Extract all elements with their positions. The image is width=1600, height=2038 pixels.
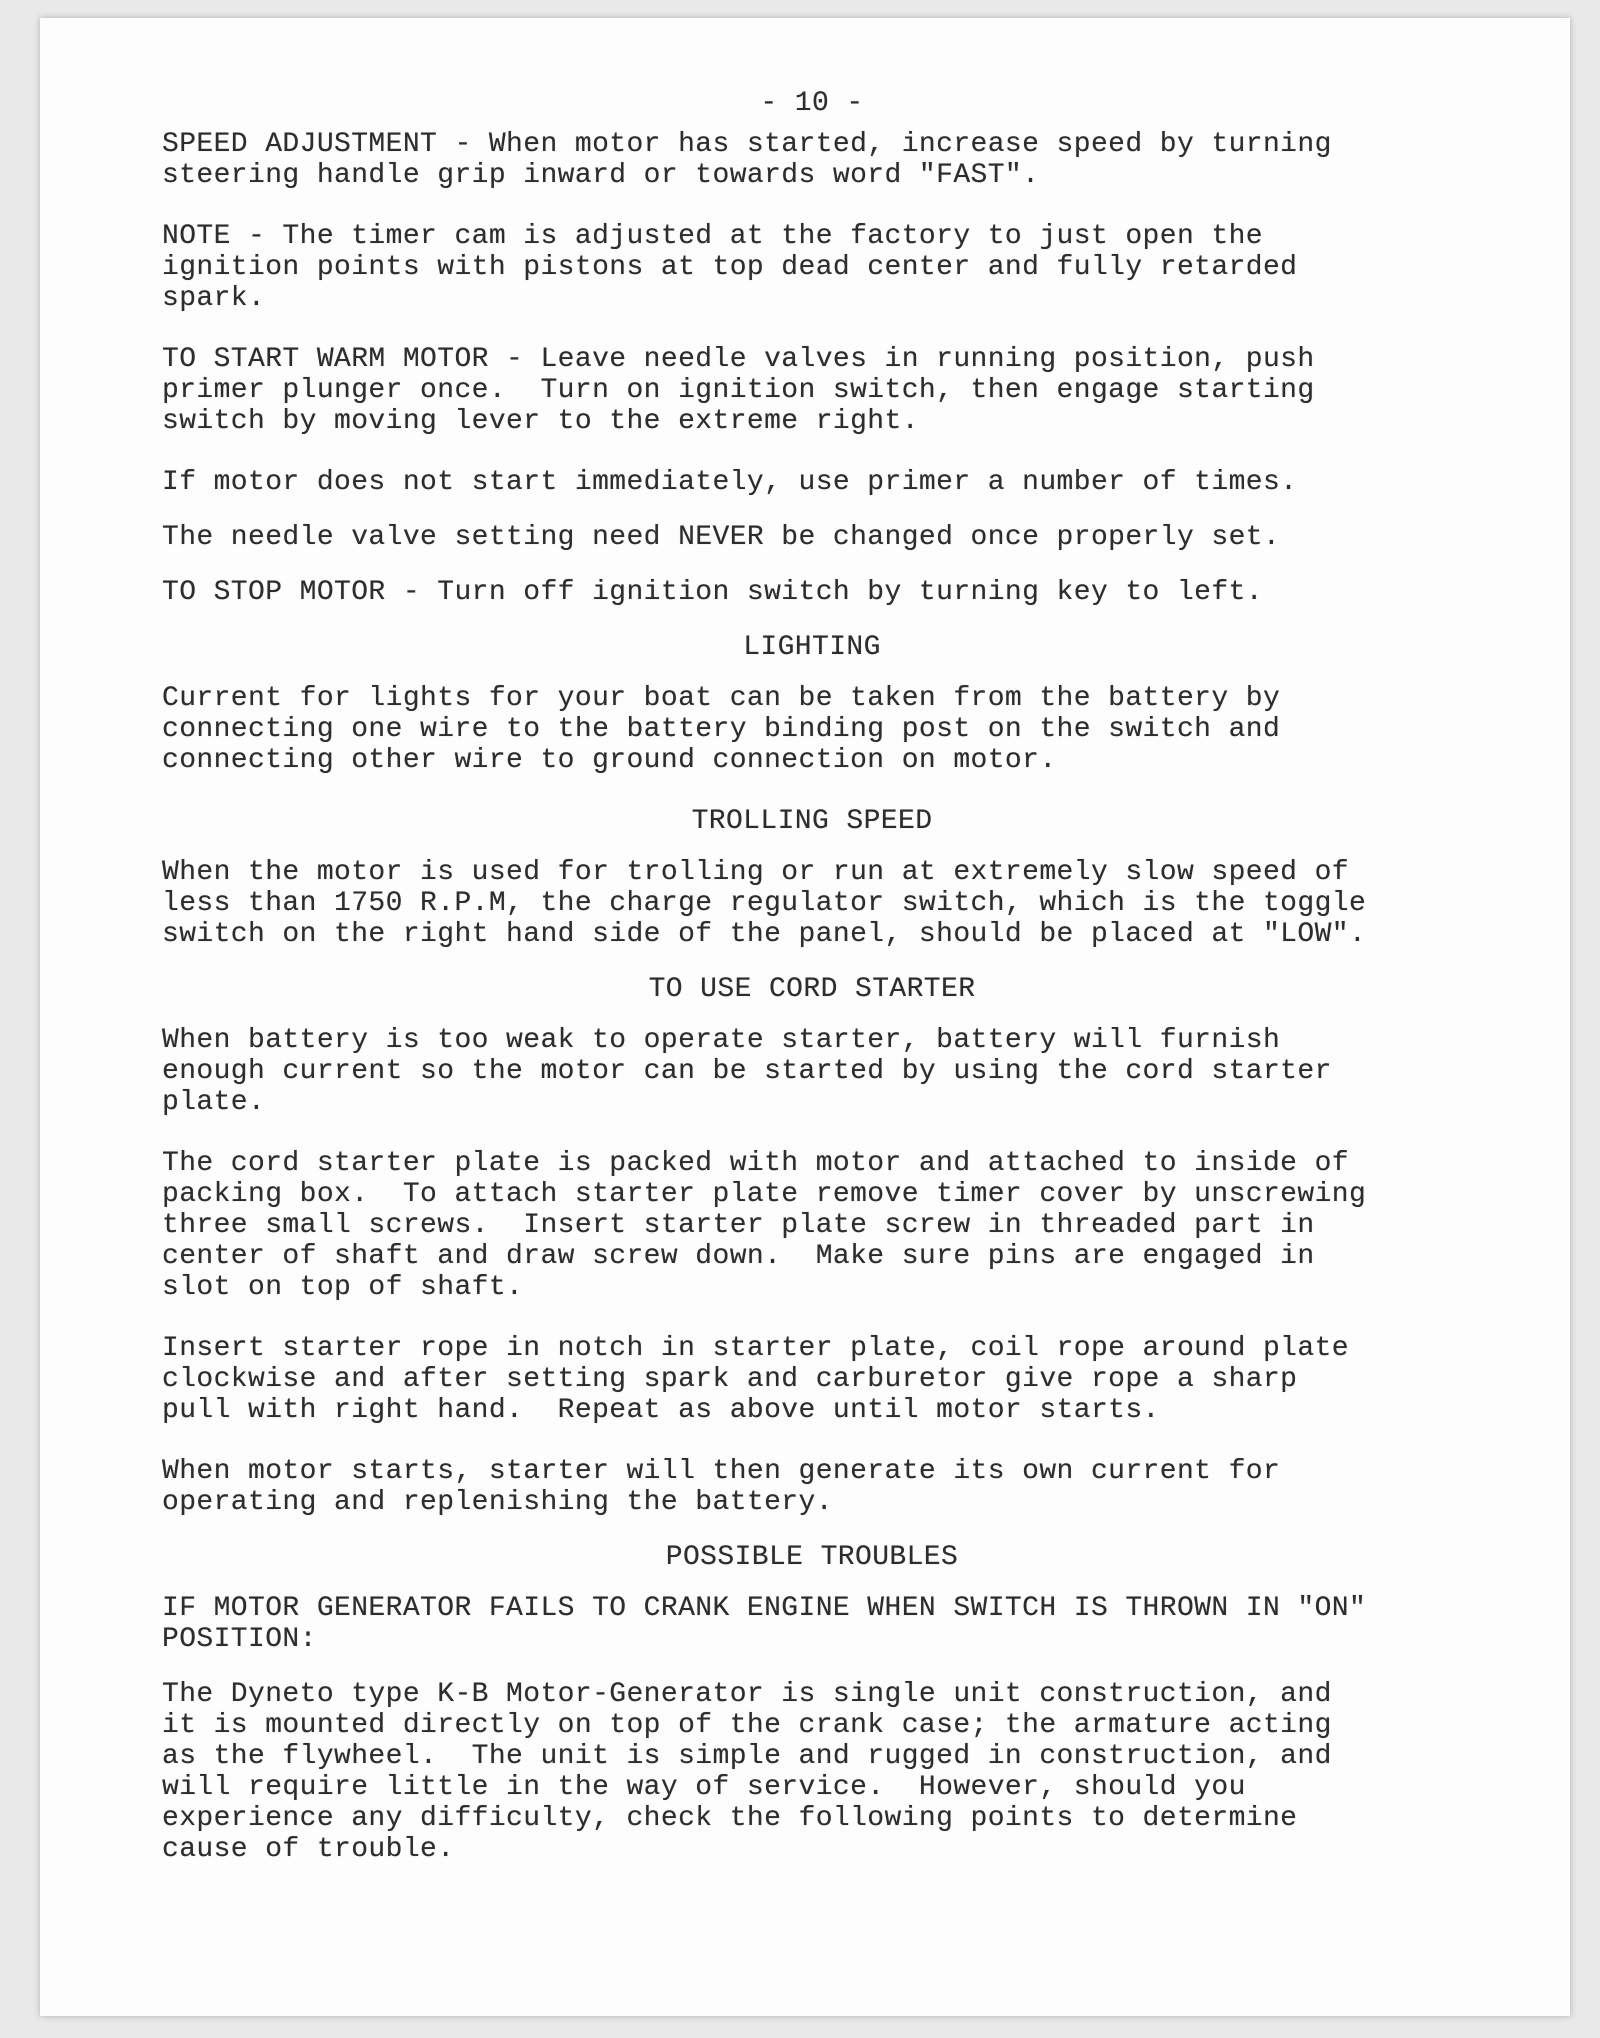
stop-motor-paragraph: TO STOP MOTOR - Turn off ignition switch by turning key to left. <box>162 577 1263 608</box>
page-number: - 10 - <box>760 88 864 119</box>
not-start-paragraph: If motor does not start immediately, use primer a number of times. <box>162 467 1298 498</box>
lighting-heading: LIGHTING <box>743 632 881 663</box>
needle-valve-paragraph: The needle valve setting need NEVER be changed once properly set. <box>162 522 1281 553</box>
possible-troubles-paragraph-2: The Dyneto type K-B Motor-Generator is single unit construction, and it is mounted directly on top of the crank case; the armature acting as the flywheel. The unit is simple and rugged in construction, and will require little in the way of service. However, should you experience any difficulty, check the following points to determine cause of trouble. <box>162 1679 1332 1865</box>
note-paragraph: NOTE - The timer cam is adjusted at the factory to just open the ignition points with pistons at top dead center and fully retarded spark. <box>162 221 1298 314</box>
cord-starter-paragraph-1: When battery is too weak to operate starter, battery will furnish enough current so the motor can be started by using the cord starter plate. <box>162 1025 1332 1118</box>
lighting-paragraph: Current for lights for your boat can be taken from the battery by connecting one wire to the battery binding post on the switch and connecting other wire to ground connection on motor. <box>162 683 1281 776</box>
start-warm-motor-paragraph: TO START WARM MOTOR - Leave needle valves in running position, push primer plunger once. Turn on ignition switch, then engage starting switch by moving lever to the extreme right. <box>162 344 1315 437</box>
possible-troubles-paragraph-1: IF MOTOR GENERATOR FAILS TO CRANK ENGINE WHEN SWITCH IS THROWN IN "ON" POSITION: <box>162 1593 1367 1655</box>
page-content <box>162 88 1462 1895</box>
trolling-speed-paragraph: When the motor is used for trolling or run at extremely slow speed of less than 1750 R.P.M, the charge regulator switch, which is the toggle switch on the right hand side of the panel, should be placed at "LOW". <box>162 857 1367 950</box>
cord-starter-paragraph-2: The cord starter plate is packed with motor and attached to inside of packing box. To attach starter plate remove timer cover by unscrewing three small screws. Insert starter plate screw in threaded part in center of shaft and draw screw down. Make sure pins are engaged in slot on top of shaft. <box>162 1148 1367 1303</box>
cord-starter-paragraph-4: When motor starts, starter will then generate its own current for operating and replenishing the battery. <box>162 1456 1281 1518</box>
document-page <box>40 18 1570 2016</box>
cord-starter-paragraph-3: Insert starter rope in notch in starter plate, coil rope around plate clockwise and after setting spark and carburetor give rope a sharp pull with right hand. Repeat as above until motor starts. <box>162 1333 1349 1426</box>
speed-adjustment-paragraph: SPEED ADJUSTMENT - When motor has started, increase speed by turning steering handle grip inward or towards word "FAST". <box>162 129 1332 191</box>
cord-starter-heading: TO USE CORD STARTER <box>648 974 976 1005</box>
possible-troubles-heading: POSSIBLE TROUBLES <box>665 1542 959 1573</box>
trolling-speed-heading: TROLLING SPEED <box>691 806 933 837</box>
